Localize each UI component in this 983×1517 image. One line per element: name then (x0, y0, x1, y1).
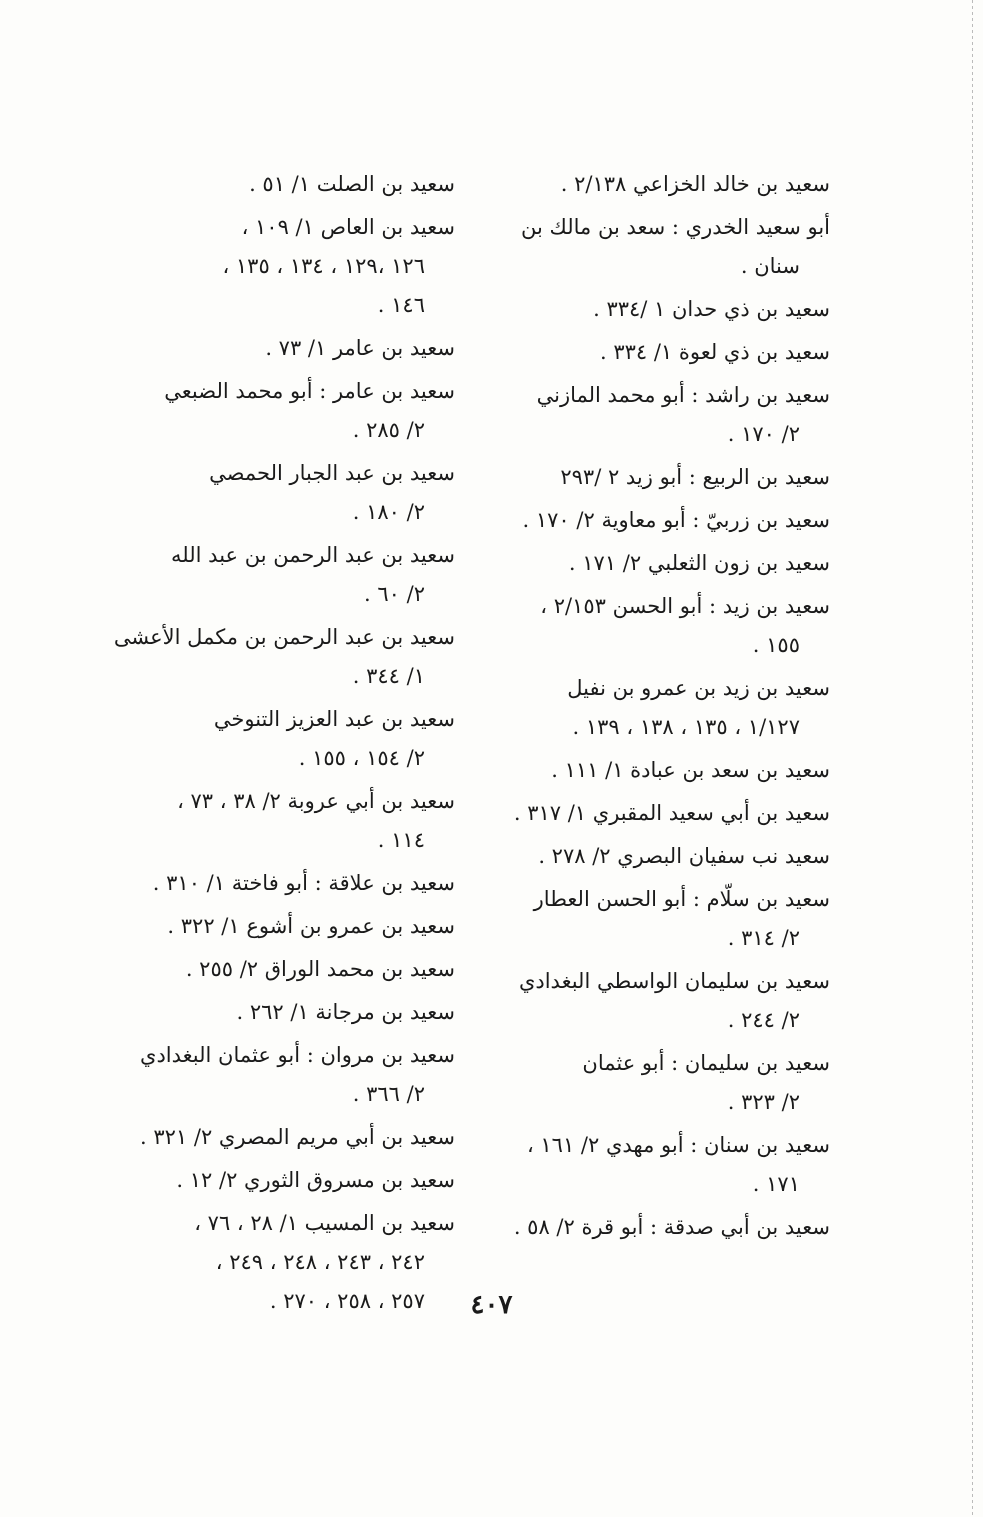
index-entry (495, 669, 830, 747)
entry-heading: سعيد بن زربيّ : أبو معاوية ٢/ ١٧٠ . (522, 508, 830, 532)
entry-heading: سعيد بن ذي لعوة ١/ ٣٣٤ . (599, 340, 830, 364)
index-entry (110, 907, 455, 946)
index-entry (495, 376, 830, 454)
entry-continuation: ١/ ٣٤٤ . (352, 664, 425, 688)
entry-heading: سعيد بن راشد : أبو محمد المازني (536, 383, 830, 407)
entry-continuation: ٢/ ١٥٤ ، ١٥٥ . (298, 746, 425, 770)
entry-heading: سعيد بن سعد بن عبادة ١/ ١١١ . (551, 758, 830, 782)
entry-heading: سعيد بن الصلت ١/ ٥١ . (249, 172, 455, 196)
entry-continuation: ٢٤٢ ، ٢٤٣ ، ٢٤٨ ، ٢٤٩ ، (215, 1250, 425, 1274)
index-entry (110, 700, 455, 778)
index-entry (495, 165, 830, 204)
index-entry (495, 1044, 830, 1122)
index-entry (110, 536, 455, 614)
index-entry (110, 208, 455, 325)
entry-continuation: ٢/ ٢٨٥ . (352, 418, 425, 442)
index-column-left (110, 165, 455, 1325)
index-entry (495, 544, 830, 583)
entry-continuation: ١٥٥ . (752, 633, 800, 657)
entry-heading: سعيد بن أبي مريم المصري ٢/ ٣٢١ . (140, 1125, 455, 1149)
index-entry (495, 458, 830, 497)
index-entry (495, 880, 830, 958)
entry-continuation: ٢/ ١٧٠ . (727, 422, 800, 446)
entry-continuation: ١١٤ . (377, 828, 425, 852)
entry-heading: سعيد بن العاص ١/ ١٠٩ ، (241, 215, 455, 239)
entry-heading: سعيد بن الربيع : أبو زيد ٢ /٢٩٣ (560, 465, 830, 489)
index-entry (110, 782, 455, 860)
entry-heading: سعيد بن سلّام : أبو الحسن العطار (533, 887, 830, 911)
index-entry (495, 751, 830, 790)
entry-heading: سعيد بن مرجانة ١/ ٢٦٢ . (236, 1000, 455, 1024)
index-entry (110, 329, 455, 368)
page-number: ٤٠٧ (470, 1290, 513, 1320)
index-entry (110, 372, 455, 450)
entry-continuation: ٢/ ٣١٤ . (727, 926, 800, 950)
entry-heading: سعيد بن سليمان : أبو عثمان (582, 1051, 830, 1075)
index-entry (110, 1161, 455, 1200)
entry-heading: سعيد بن زون الثعلبي ٢/ ١٧١ . (568, 551, 830, 575)
entry-heading: سعيد بن مسروق الثوري ٢/ ١٢ . (176, 1168, 455, 1192)
entry-heading: سعيد بن عامر : أبو محمد الضبعي (164, 379, 455, 403)
entry-continuation: ٢٥٧ ، ٢٥٨ ، ٢٧٠ . (269, 1289, 425, 1313)
index-entry (495, 1208, 830, 1247)
entry-continuation: ١٤٦ . (377, 293, 425, 317)
index-entry (495, 962, 830, 1040)
entry-heading: سعيد بن محمد الوراق ٢/ ٢٥٥ . (185, 957, 455, 981)
index-column-right (495, 165, 830, 1251)
index-entry (495, 333, 830, 372)
index-entry (110, 1118, 455, 1157)
entry-continuation: ٢/ ٢٤٤ . (727, 1008, 800, 1032)
index-entry (110, 618, 455, 696)
entry-continuation: ٢/ ١٨٠ . (352, 500, 425, 524)
entry-heading: سعيد بن عبد الجبار الحمصي (209, 461, 455, 485)
index-entry (110, 993, 455, 1032)
entry-heading: سعيد بن زيد بن عمرو بن نفيل (567, 676, 830, 700)
entry-heading: سعيد بن سليمان الواسطي البغدادي (518, 969, 830, 993)
entry-heading: سعيد بن عبد العزيز التنوخي (213, 707, 455, 731)
entry-continuation: ٢/ ٣٢٣ . (727, 1090, 800, 1114)
entry-heading: سعيد نب سفيان البصري ٢/ ٢٧٨ . (538, 844, 830, 868)
index-entry (495, 208, 830, 286)
entry-heading: سعيد بن أبي سعيد المقبري ١/ ٣١٧ . (513, 801, 830, 825)
index-entry (495, 501, 830, 540)
entry-heading: سعيد بن علاقة : أبو فاختة ١/ ٣١٠ . (152, 871, 455, 895)
entry-heading: سعيد بن عامر ١/ ٧٣ . (265, 336, 455, 360)
entry-continuation: ١/١٢٧ ، ١٣٥ ، ١٣٨ ، ١٣٩ . (572, 715, 800, 739)
index-entry (110, 950, 455, 989)
index-entry (495, 1126, 830, 1204)
entry-continuation: سنان . (740, 254, 800, 278)
index-entry (495, 837, 830, 876)
entry-heading: سعيد بن أبي صدقة : أبو قرة ٢/ ٥٨ . (513, 1215, 830, 1239)
entry-heading: سعيد بن عمرو بن أشوع ١/ ٣٢٢ . (167, 914, 455, 938)
entry-continuation: ٢/ ٦٠ . (364, 582, 425, 606)
index-entry (110, 454, 455, 532)
entry-heading: أبو سعيد الخدري : سعد بن مالك بن (521, 215, 830, 239)
entry-heading: سعيد بن مروان : أبو عثمان البغدادي (140, 1043, 455, 1067)
entry-heading: سعيد بن زيد : أبو الحسن ٢/١٥٣ ، (540, 594, 830, 618)
entry-continuation: ٢/ ٣٦٦ . (352, 1082, 425, 1106)
entry-heading: سعيد بن أبي عروبة ٢/ ٣٨ ، ٧٣ ، (177, 789, 455, 813)
entry-continuation: ١٧١ . (752, 1172, 800, 1196)
index-entry (495, 794, 830, 833)
index-entry (110, 864, 455, 903)
entry-heading: سعيد بن عبد الرحمن بن عبد الله (171, 543, 455, 567)
entry-heading: سعيد بن خالد الخزاعي ٢/١٣٨ . (560, 172, 830, 196)
index-entry (495, 587, 830, 665)
index-entry (495, 290, 830, 329)
entry-heading: سعيد بن عبد الرحمن بن مكمل الأعشى (113, 625, 455, 649)
entry-heading: سعيد بن ذي حدان ١ /٣٣٤ . (593, 297, 830, 321)
entry-heading: سعيد بن المسيب ١/ ٢٨ ، ٧٦ ، (194, 1211, 455, 1235)
index-entry (110, 165, 455, 204)
index-entry (110, 1036, 455, 1114)
entry-continuation: ١٢٦ ،١٢٩ ، ١٣٤ ، ١٣٥ ، (222, 254, 425, 278)
entry-heading: سعيد بن سنان : أبو مهدي ٢/ ١٦١ ، (526, 1133, 830, 1157)
